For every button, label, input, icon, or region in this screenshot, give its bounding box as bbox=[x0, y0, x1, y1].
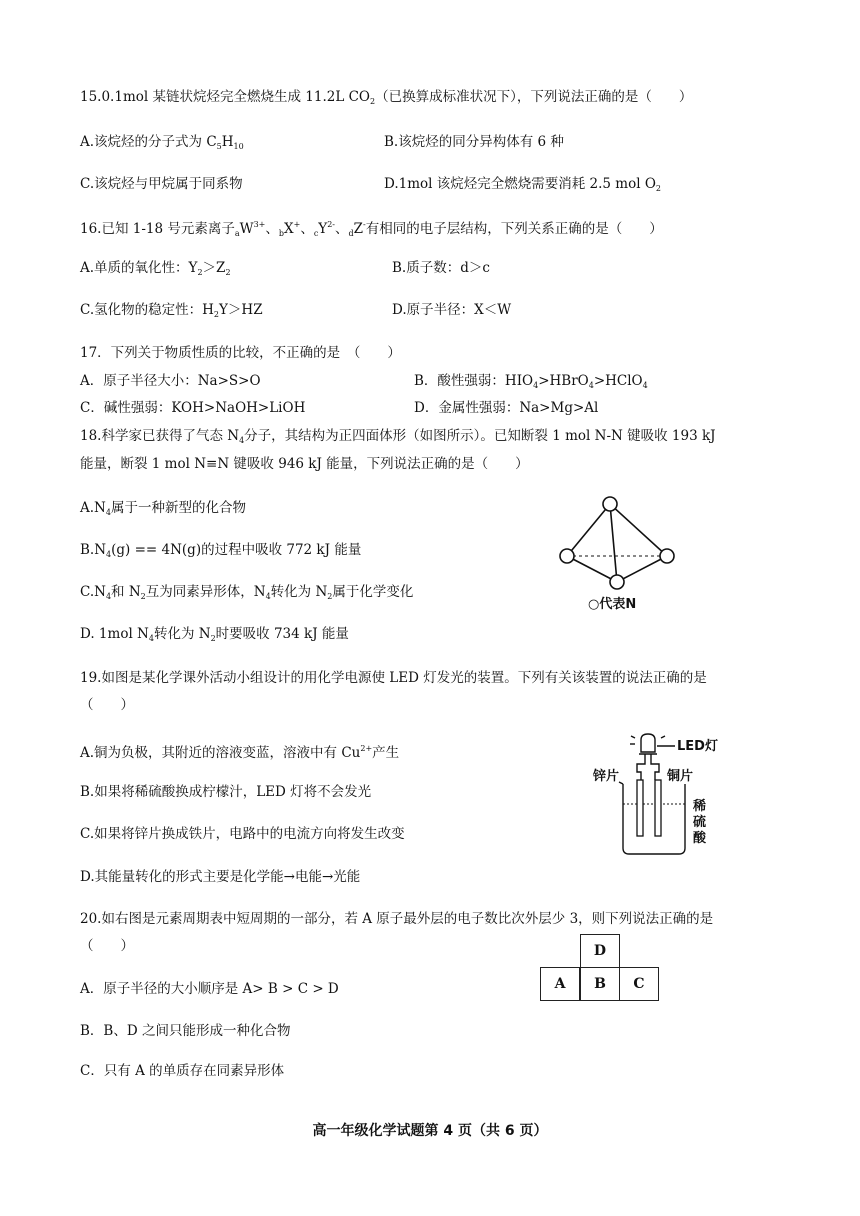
q19-option-c: C.如果将锌片换成铁片，电路中的电流方向将发生改变 bbox=[80, 826, 405, 842]
acid-label-2: 硫 bbox=[693, 815, 707, 830]
copper-label: 铜片 bbox=[667, 769, 694, 784]
q17-option-d: D．金属性强弱：Na>Mg>Al bbox=[414, 400, 599, 416]
periodic-cell-b: B bbox=[580, 967, 620, 1001]
copper-plate bbox=[655, 780, 661, 836]
zinc-plate bbox=[637, 780, 643, 836]
q18-option-c: $C.N_4$和 $N_2$互为同素异形体，$N_4$转化为 $N_2$属于化学变化 bbox=[80, 584, 414, 601]
q18-stem-line2: 能量，断裂 1 mol N≡N 键吸收 946 kJ 能量，下列说法正确的是（ ） bbox=[80, 456, 529, 472]
q20-stem-line2: （ ） bbox=[80, 938, 134, 954]
led-bulb-icon bbox=[641, 734, 655, 752]
n4-figure-legend: ○代表N bbox=[588, 597, 637, 612]
q18-option-a: $A.N_4$属于一种新型的化合物 bbox=[80, 500, 246, 517]
led-cell-figure bbox=[585, 732, 755, 860]
q16-option-c: C.氢化物的稳定性：$H_2Y>HZ$ bbox=[80, 302, 263, 319]
q19-stem-line2: （ ） bbox=[80, 697, 134, 713]
q16-stem: 16.已知 1-18 号元素离子$_aW^{3+}$、$_b$X+、$_cY^{2-}$、$_d$Z-有相同的电子层结构，下列关系正确的是（ ） bbox=[80, 220, 663, 238]
q16-option-b: B.质子数：d＞c bbox=[392, 260, 490, 276]
q20-option-c: C．只有 A 的单质存在同素异形体 bbox=[80, 1063, 285, 1079]
q17-stem: 17．下列关于物质性质的比较，不正确的是 （ ） bbox=[80, 345, 401, 361]
q19-option-b: B.如果将稀硫酸换成柠檬汁，LED 灯将不会发光 bbox=[80, 784, 372, 800]
acid-label-1: 稀 bbox=[693, 799, 707, 814]
q15-option-a: A.该烷烃的分子式为 $C_5H_{10}$ bbox=[80, 134, 244, 151]
led-label: LED灯 bbox=[677, 739, 718, 754]
q18-stem-line1: 18.科学家已获得了气态 $N_4$分子，其结构为正四面体形（如图所示）。已知断裂 1 mol N-N 键吸收 193 kJ bbox=[80, 428, 716, 445]
q17-option-c: C．碱性强弱：KOH>NaOH>LiOH bbox=[80, 400, 306, 416]
q19-stem-line1: 19.如图是某化学课外活动小组设计的用化学电源使 LED 灯发光的装置。下列有关该装置的说法正确的是 bbox=[80, 670, 707, 686]
periodic-cell-d: D bbox=[580, 934, 620, 968]
q20-option-a: A．原子半径的大小顺序是 A> B > C > D bbox=[80, 981, 339, 997]
zinc-label: 锌片 bbox=[593, 769, 620, 784]
q17-option-b: B．酸性强弱：$HIO_4>HBrO_4>HClO_4$ bbox=[414, 373, 648, 390]
q16-option-d: D.原子半径：X＜W bbox=[392, 302, 512, 318]
periodic-cell-a: A bbox=[540, 967, 580, 1001]
page-footer: 高一年级化学试题第 4 页（共 6 页） bbox=[312, 1123, 548, 1139]
n4-tetrahedron-figure bbox=[550, 490, 690, 615]
q15-stem: 15.0.1mol 某链状烷烃完全燃烧生成 11.2L $CO_2$（已换算成标准状况下），下列说法正确的是（ ） bbox=[80, 89, 693, 106]
q17-option-a: A．原子半径大小：Na>S>O bbox=[80, 373, 261, 389]
periodic-cell-c: C bbox=[619, 967, 659, 1001]
q15-option-d: D.1mol 该烷烃完全燃烧需要消耗 2.5 mol $O_2$ bbox=[384, 176, 662, 193]
acid-label-3: 酸 bbox=[693, 831, 707, 846]
q18-option-b: $B.N_4(g) == 4N(g)$的过程中吸收 772 kJ 能量 bbox=[80, 542, 362, 559]
q20-stem-line1: 20.如右图是元素周期表中短周期的一部分，若 A 原子最外层的电子数比次外层少 3，则下列说法正确的是 bbox=[80, 911, 714, 927]
q19-option-d: D.其能量转化的形式主要是化学能→电能→光能 bbox=[80, 869, 361, 885]
q19-option-a: A.铜为负极，其附近的溶液变蓝，溶液中有 $Cu^{2+}$产生 bbox=[80, 744, 400, 761]
q20-option-b: B．B、D 之间只能形成一种化合物 bbox=[80, 1023, 291, 1039]
q18-option-d: D. 1mol $N_4$转化为 $N_2$时要吸收 734 kJ 能量 bbox=[80, 626, 349, 643]
q15-option-b: B.该烷烃的同分异构体有 6 种 bbox=[384, 134, 564, 150]
q15-option-c: C.该烷烃与甲烷属于同系物 bbox=[80, 176, 243, 192]
q16-option-a: A.单质的氧化性：$Y_2>Z_2$ bbox=[80, 260, 231, 277]
